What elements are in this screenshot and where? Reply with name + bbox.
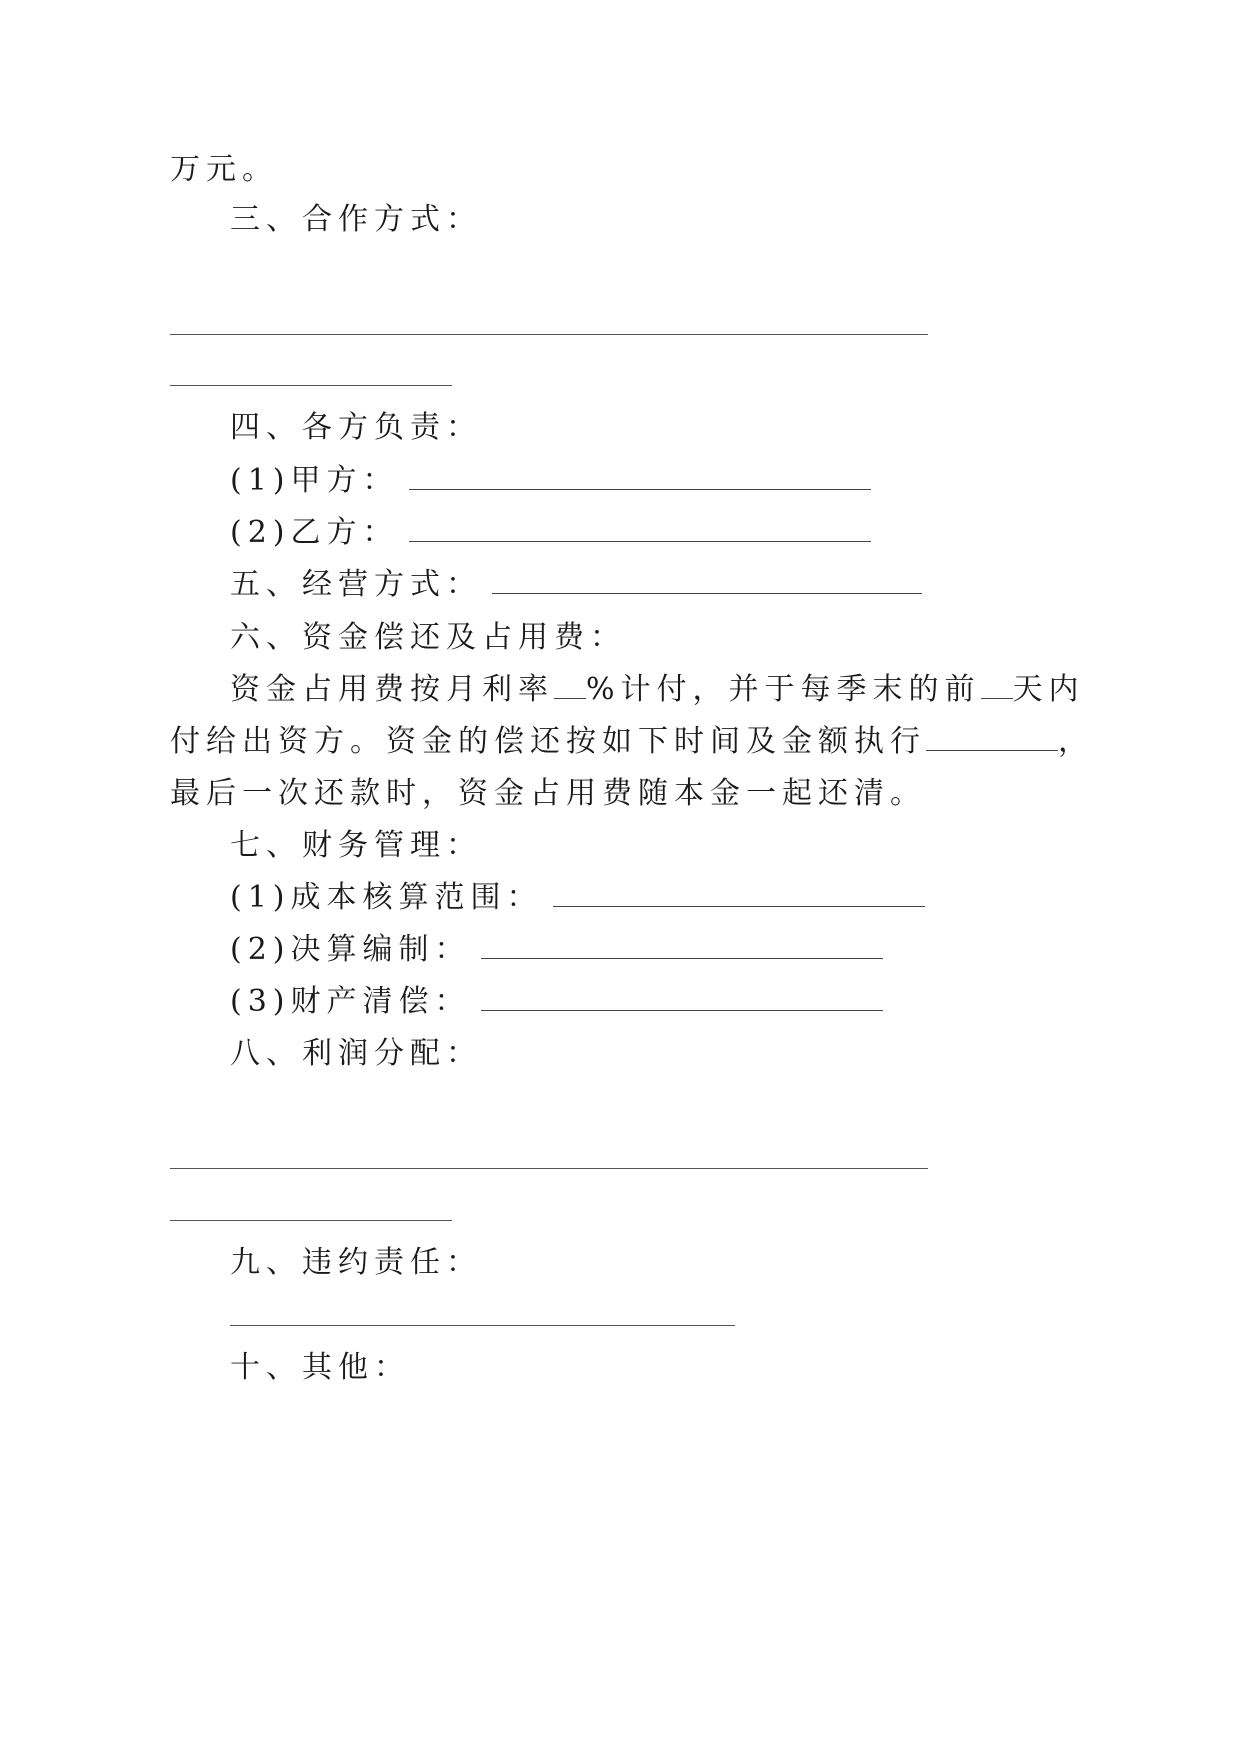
section-6-paragraph-line-2	[170, 722, 1094, 762]
section-8-fill-line-2	[170, 1220, 452, 1221]
section-7-item-3	[230, 982, 883, 1022]
final-accounts-label: (2)决算编制：	[230, 932, 471, 967]
section-10-heading: 十、其他：	[230, 1350, 410, 1385]
section-7-item-1	[230, 878, 925, 918]
section-6-paragraph-line-3: 最后一次还款时，资金占用费随本金一起还清。	[170, 776, 926, 811]
cost-scope-label: (1)成本核算范围：	[230, 880, 543, 915]
quarter-text: %计付，并于每季末的前	[586, 672, 981, 707]
section-3-fill-line-1	[170, 334, 928, 335]
cost-scope-blank	[553, 878, 925, 907]
party-b-blank	[409, 513, 871, 542]
asset-settlement-blank	[481, 982, 883, 1011]
section-3-heading: 三、合作方式：	[230, 202, 482, 237]
section-4-heading: 四、各方负责：	[230, 410, 482, 445]
section-6-paragraph-line-1	[230, 670, 1085, 710]
asset-settlement-label: (3)财产清偿：	[230, 984, 471, 1019]
party-a-label: (1)甲方：	[230, 463, 399, 498]
days-text: 天内	[1012, 672, 1085, 707]
section-6-heading: 六、资金偿还及占用费：	[230, 620, 626, 655]
interest-rate-blank	[554, 670, 586, 699]
section-8-heading: 八、利润分配：	[230, 1036, 482, 1071]
repayment-blank	[926, 722, 1058, 751]
section-4-party-b	[230, 513, 871, 553]
party-a-blank	[409, 461, 871, 490]
section-9-heading: 九、违约责任：	[230, 1245, 482, 1280]
section-7-heading: 七、财务管理：	[230, 828, 482, 863]
amount-unit-text: 万元。	[170, 152, 278, 187]
party-b-label: (2)乙方：	[230, 515, 399, 550]
comma: ，	[1058, 724, 1094, 759]
interest-rate-text: 资金占用费按月利率	[230, 672, 554, 707]
section-5-label: 五、经营方式：	[230, 567, 482, 602]
section-5-heading	[230, 565, 922, 605]
section-4-party-a	[230, 461, 871, 501]
section-9-fill-line	[230, 1325, 735, 1326]
section-3-fill-line-2	[170, 385, 452, 386]
days-blank	[981, 670, 1013, 699]
section-8-fill-line-1	[170, 1168, 928, 1169]
final-accounts-blank	[481, 930, 883, 959]
section-7-item-2	[230, 930, 883, 970]
repayment-text: 付给出资方。资金的偿还按如下时间及金额执行	[170, 724, 926, 759]
section-5-blank	[492, 565, 922, 594]
